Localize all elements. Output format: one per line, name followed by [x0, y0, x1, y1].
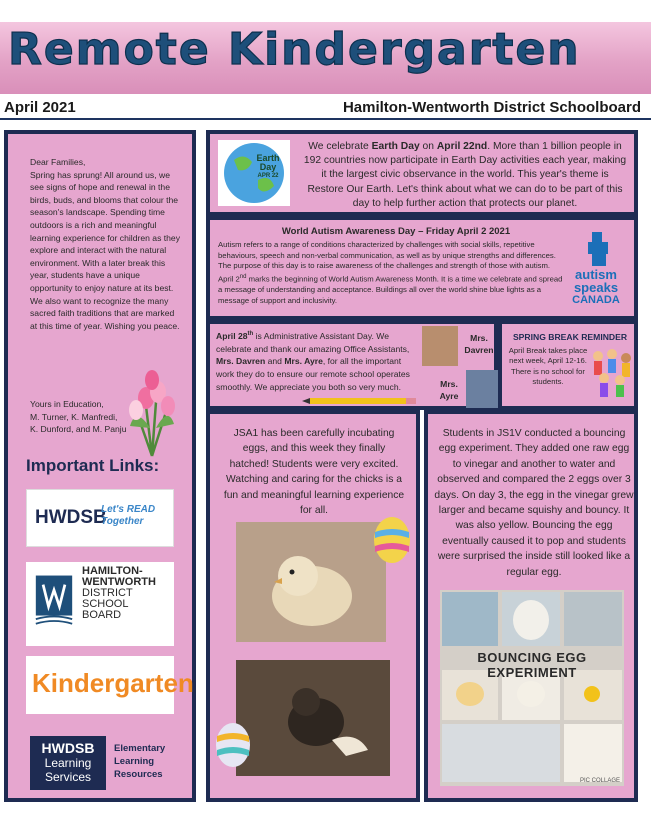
- autism-title: World Autism Awareness Day – Friday April 2 2021: [281, 226, 511, 237]
- mrs-ayre-line-2: Ayre: [439, 391, 459, 401]
- letter-signers-1: M. Turner, K. Manfredi,: [30, 411, 118, 422]
- mrs-davren-photo: [422, 326, 458, 366]
- puzzle-piece-icon: [584, 232, 614, 266]
- experiment-photos-icon: [440, 590, 624, 786]
- admin-name-1: Mrs. Davren: [216, 356, 266, 367]
- board-logo-line-2: WENTWORTH: [82, 576, 156, 588]
- earth-day-pre: We celebrate: [308, 141, 372, 152]
- earth-day-logo-line-1: Earth: [256, 153, 280, 163]
- spring-break-panel: [498, 320, 638, 410]
- hwdsb-lets-read-link[interactable]: [26, 489, 174, 547]
- subheader: [0, 96, 651, 120]
- mrs-ayre-label: [434, 378, 464, 402]
- kindergarten-link[interactable]: [26, 656, 194, 714]
- ls-line-1: HWDSB: [41, 740, 95, 756]
- issue-date: April 2021: [4, 99, 76, 116]
- family-letter: [30, 156, 180, 332]
- mrs-davren-line-2: Davren: [464, 345, 494, 355]
- children-playing-icon: [588, 346, 634, 398]
- hwdsb-board-link[interactable]: [26, 562, 174, 646]
- elementary-learning-resources-link[interactable]: [114, 742, 184, 781]
- autism-speaks-line-2: CANADA: [572, 294, 620, 306]
- kindergarten-logo-text: Kindergarten: [32, 668, 194, 698]
- autism-speaks-line-1: autism speaks: [573, 267, 619, 295]
- admin-date: April 28: [216, 330, 248, 341]
- letter-closing: Yours in Education,: [30, 399, 104, 409]
- mrs-davren-line-1: Mrs.: [470, 333, 488, 343]
- hwdsb-read-text: HWDSB: [35, 507, 107, 528]
- title-banner: [0, 22, 651, 94]
- earth-day-logo-text: [246, 154, 290, 181]
- admin-assistant-day-panel: [206, 320, 498, 410]
- earth-day-panel: [206, 130, 638, 216]
- autism-body-post: marks the beginning of World Autism Awareness Month. It is a time we celebrate and spread a message of understanding and acceptance. Buildings all over the world shine blue lights as a message of support and inclusivity.: [218, 274, 563, 305]
- elr-line-2: Learning: [114, 756, 155, 767]
- spring-break-title: SPRING BREAK REMINDER: [512, 332, 628, 342]
- admin-name-2: Mrs. Ayre: [284, 356, 323, 367]
- letter-signers-2: K. Dunford, and M. Panju: [30, 424, 127, 435]
- earth-day-logo-line-3: APR 22: [257, 173, 279, 179]
- board-logo-text: [82, 566, 156, 621]
- left-column-panel: [4, 130, 196, 802]
- letter-paragraph-2: We also want to recognize the many sacred faith traditions that are marked at this time of year. Wishing you peace.: [30, 295, 180, 331]
- earth-day-logo-line-2: Day: [259, 162, 277, 172]
- mrs-ayre-line-1: Mrs.: [440, 379, 458, 389]
- earth-day-mid: on: [419, 141, 437, 152]
- letter-paragraph-1: Spring has sprung! All around us, we see signs of hope and renewal in the birds, buds, and blooms that colour the season's landscape. Spending time outdoors is a rich and meaningful learning experience for children as they explore and interact with the natural environment. With a later break this year, students have a unique opportunity to enjoy nature at its best.: [30, 169, 181, 293]
- school-board-name: Hamilton-Wentworth District Schoolboard: [342, 99, 641, 116]
- letter-signature: [30, 398, 130, 436]
- board-logo-line-3: DISTRICT: [82, 587, 133, 599]
- egg-experiment-collage: [440, 590, 624, 786]
- spring-break-text: April Break takes place next week, April 12-16. There is no school for students.: [508, 346, 588, 387]
- tulip-bouquet-icon: [116, 366, 188, 458]
- jsa1-chicks-panel: [206, 410, 420, 802]
- ls-line-3: Services: [44, 770, 91, 784]
- admin-text-1: is Administrative Assistant Day. We celebrate and thank our amazing Office Assistants,: [216, 330, 410, 354]
- autism-awareness-panel: [206, 216, 638, 320]
- earth-day-bold-2: April 22nd: [436, 141, 488, 152]
- elr-line-1: Elementary: [114, 743, 166, 754]
- ls-line-2: Learning: [44, 756, 92, 770]
- elr-line-3: Resources: [114, 769, 163, 780]
- earth-day-post: . More than 1 billion people in 192 countries now participate in Earth Day activities each year, making it the largest civic observance in the world. This year's theme is Restore Our Earth. Let's think about what we can do to be part of this day to help further action that protects our planet.: [303, 141, 627, 209]
- pic-collage-tag: PIC COLLAGE: [579, 778, 620, 784]
- hatching-chick-icon: [236, 660, 390, 776]
- autism-text: [218, 240, 566, 306]
- autism-body-sup: nd: [239, 273, 247, 280]
- mrs-davren-label: [462, 332, 496, 356]
- admin-day-text: [216, 328, 416, 394]
- js1v-text: Students in JS1V conducted a bouncing egg experiment. They added one raw egg to vinegar and another to water and observed and compared the 2 eggs over 3 days. On day 3, the egg in the vinegar grew larger and became squishy and bouncy. It was also yellow. Bouncing the egg eventually caused it to pop and students were surprised the inside still looked like a regular egg.: [434, 428, 634, 578]
- autism-body-pre: Autism refers to a range of conditions characterized by challenges with social skills, repetitive behaviours, speech and non-verbal communication, as well as by unique strengths and differences. The purpose of this day is to raise awareness of the challenges and strength of those with autism. April 2: [218, 240, 556, 284]
- collage-label: BOUNCING EGG EXPERIMENT: [477, 650, 587, 680]
- board-logo-line-1: HAMILTON-: [82, 565, 143, 577]
- learning-services-logo[interactable]: [30, 736, 106, 790]
- earth-day-bold-1: Earth Day: [371, 141, 420, 152]
- admin-date-sup: th: [247, 331, 254, 337]
- autism-speaks-logo: [558, 268, 634, 307]
- chick-photo-1: [236, 522, 386, 642]
- lets-read-text: Let's READ Together: [101, 504, 156, 527]
- easter-egg-icon: [372, 514, 412, 564]
- pencil-icon: [302, 398, 416, 404]
- board-logo-line-5: BOARD: [82, 609, 122, 621]
- admin-text-3: , for all the important work they do to ensure our remote school operates smoothly. We appreciate you both so very much.: [216, 356, 410, 393]
- easter-egg-icon-2: [214, 720, 252, 768]
- admin-text-2: and: [265, 356, 285, 367]
- page-title: Remote Kindergarten: [8, 24, 581, 75]
- letter-greeting: Dear Families,: [30, 157, 86, 167]
- chick-icon: [236, 522, 386, 642]
- jsa1-text: JSA1 has been carefully incubating eggs, and this week they finally hatched! Students were very excited. Watching and caring for the chicks is a fun and meaningful learning experience for all.: [223, 428, 405, 517]
- js1v-egg-experiment-panel: [424, 410, 638, 802]
- chick-photo-2: [236, 660, 390, 776]
- important-links-heading: Important Links:: [26, 456, 160, 475]
- earth-day-text: [302, 140, 628, 211]
- mrs-ayre-photo: [466, 370, 498, 408]
- hwdsb-logo-icon: [34, 572, 74, 630]
- board-logo-line-4: SCHOOL: [82, 598, 129, 610]
